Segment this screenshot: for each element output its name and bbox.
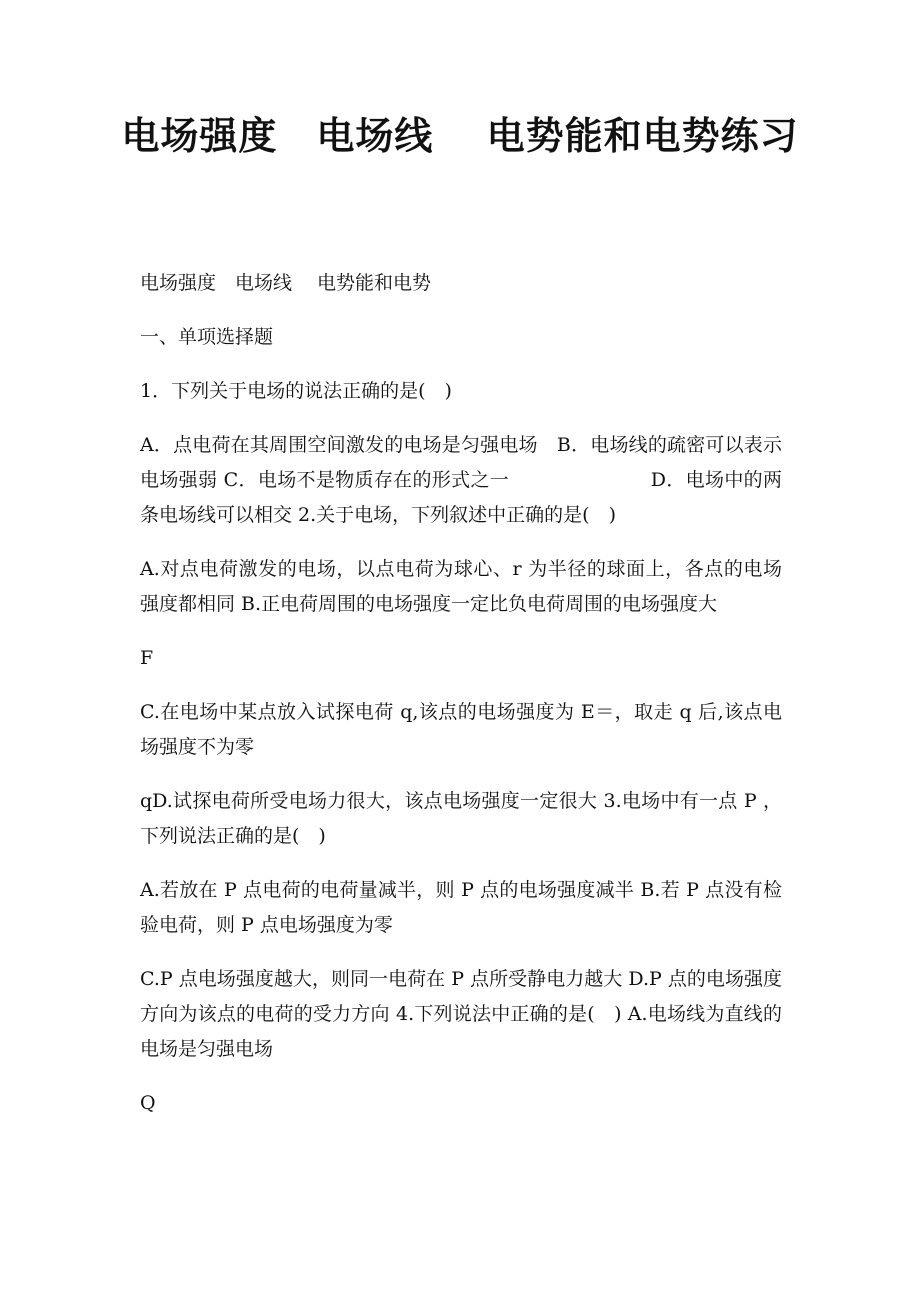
question-2-option-d-question-3: qD.试探电荷所受电场力很大，该点电场强度一定很大 3.电场中有一点 P ，下列说法正确的是( ) bbox=[140, 790, 782, 847]
subtitle-line: 电场强度 电场线 电势能和电势 bbox=[140, 272, 432, 294]
question-1-options: A．点电荷在其周围空间激发的电场是匀强电场 B．电场线的疏密可以表示电场强弱 C．电场不是物质存在的形式之一 D．电场中的两条电场线可以相交 2.关于电场，下列叙述中正确的是( ) bbox=[140, 434, 782, 526]
question-3-options-cd-question-4: C.P 点电场强度越大，则同一电荷在 P 点所受静电力越大 D.P 点的电场强度方向为该点的电荷的受力方向 4.下列说法中正确的是( ) A.电场线为直线的电场是匀强电场 bbox=[140, 968, 782, 1060]
section-heading: 一、单项选择题 bbox=[140, 326, 274, 348]
question-2-option-c: C.在电场中某点放入试探电荷 q,该点的电场强度为 E＝，取走 q 后,该点电场强度不为零 bbox=[140, 701, 782, 758]
formula-fragment-f: F bbox=[140, 647, 154, 669]
document-body bbox=[140, 266, 782, 1140]
document-title: 电场强度 电场线 电势能和电势练习 bbox=[121, 114, 799, 158]
question-1: 1．下列关于电场的说法正确的是( ) bbox=[140, 380, 452, 402]
formula-fragment-q: Q bbox=[140, 1092, 156, 1114]
question-3-options-ab: A.若放在 P 点电荷的电荷量减半，则 P 点的电场强度减半 B.若 P 点没有检验电荷，则 P 点电场强度为零 bbox=[140, 879, 782, 936]
question-2-options-ab: A.对点电荷激发的电场，以点电荷为球心、r 为半径的球面上，各点的电场强度都相同 B.正电荷周围的电场强度一定比负电荷周围的电场强度大 bbox=[140, 558, 782, 615]
